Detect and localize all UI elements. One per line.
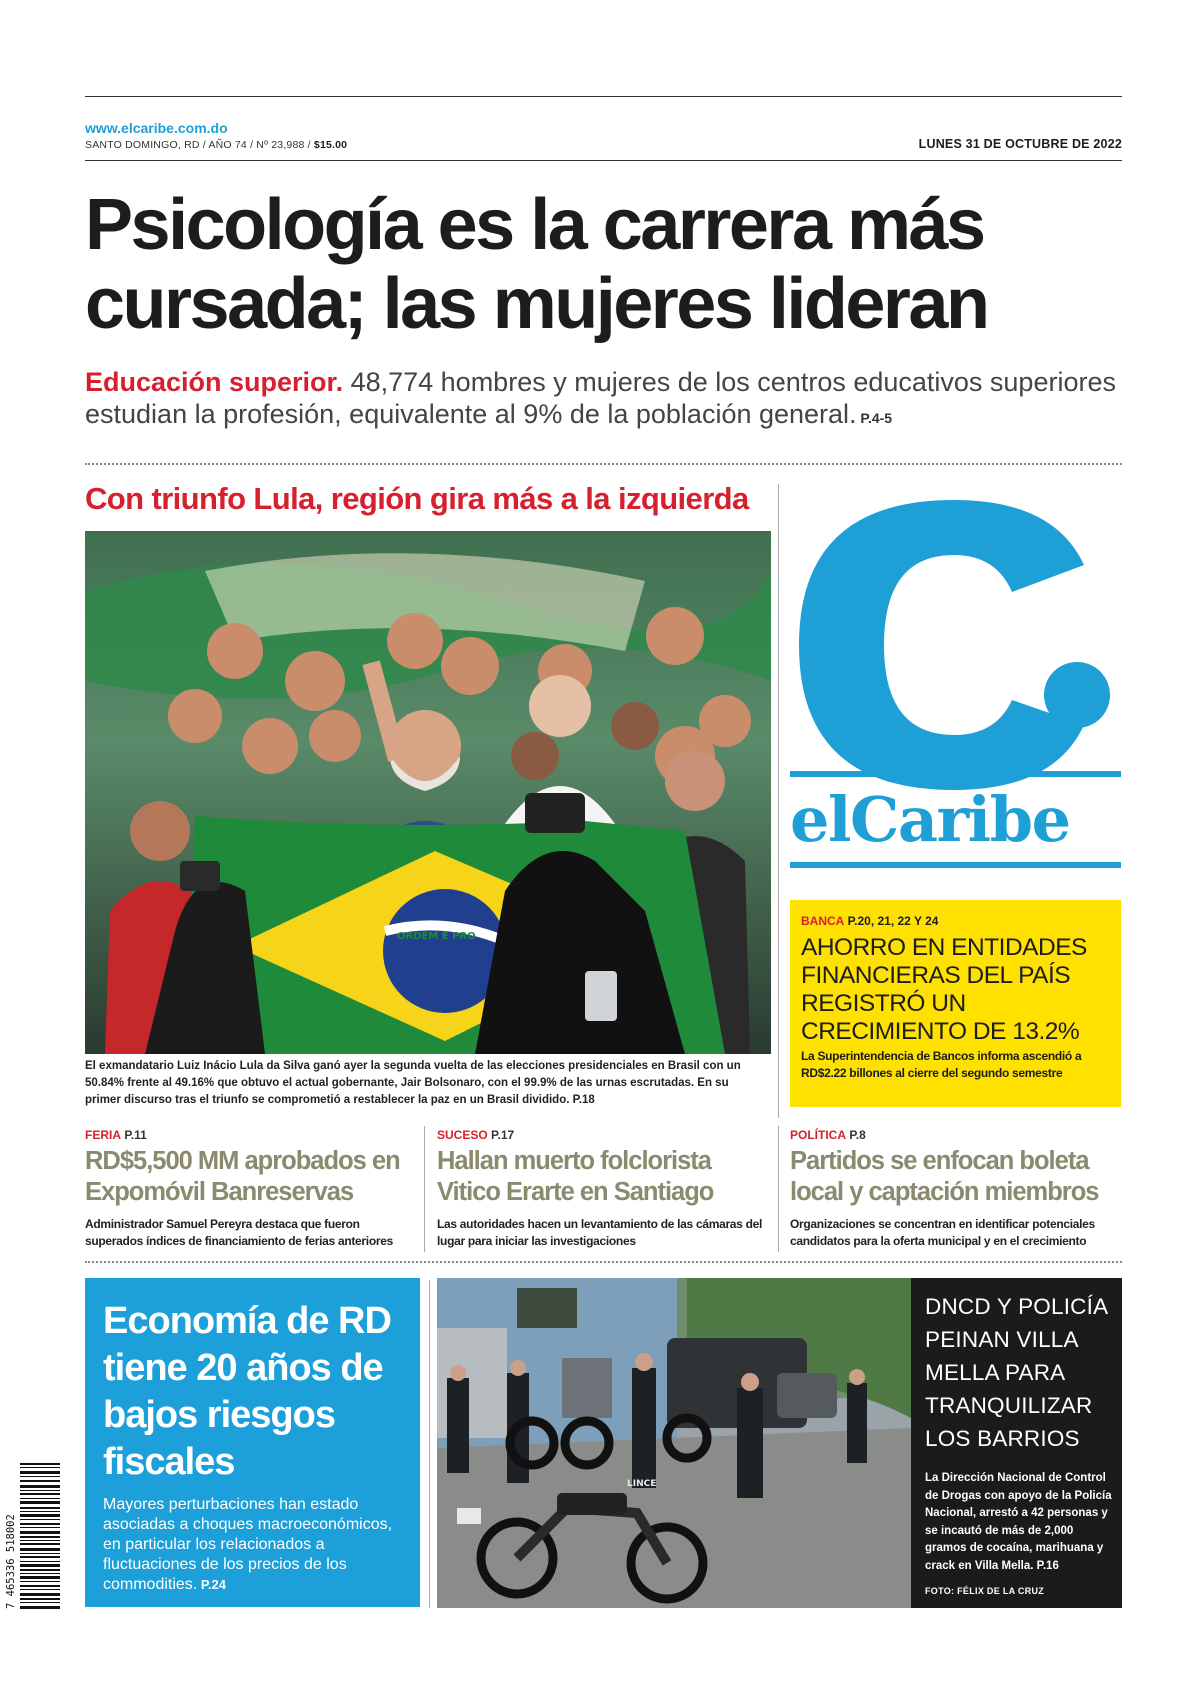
masthead-rule bbox=[85, 160, 1122, 161]
brief-suceso-page: P.17 bbox=[487, 1128, 515, 1142]
lead-page-ref[interactable]: P.4-5 bbox=[856, 410, 893, 426]
elcaribe-wordmark[interactable]: elCaribe bbox=[790, 783, 1070, 856]
column-divider-brief-2 bbox=[778, 1126, 779, 1252]
brief-politica-desc: Organizaciones se concentran en identificar potenciales candidatos para la oferta municipal y en el crecimiento bbox=[790, 1217, 1095, 1248]
brief-politica-page: P.8 bbox=[846, 1128, 866, 1142]
elcaribe-logo-c-mark[interactable] bbox=[784, 500, 1124, 790]
brief-feria-section: FERIA bbox=[85, 1128, 121, 1142]
barcode-graphic bbox=[2, 1461, 64, 1611]
price: $15.00 bbox=[313, 139, 348, 151]
lula-headline[interactable]: Con triunfo Lula, región gira más a la izquierda bbox=[85, 481, 749, 516]
dncd-title: DNCD Y POLICÍA PEINAN VILLA MELLA PARA TRANQUILIZAR LOS BARRIOS bbox=[925, 1294, 1108, 1451]
lead-deck bbox=[85, 366, 1125, 434]
dncd-photo-illustration bbox=[437, 1278, 911, 1608]
lead-deck-text: 48,774 hombres y mujeres de los centros educativos superiores estudian la profesión, equivalente al 9% de la población general. bbox=[85, 367, 1116, 429]
dncd-box[interactable] bbox=[911, 1278, 1122, 1608]
edition-info bbox=[85, 139, 347, 151]
column-divider-brief-1 bbox=[424, 1126, 425, 1252]
brief-suceso-title: Hallan muerto folclorista Vitico Erarte en Santiago bbox=[437, 1147, 714, 1206]
edition-text: SANTO DOMINGO, RD / AÑO 74 / Nº 23,988 / bbox=[85, 139, 314, 151]
top-rule bbox=[85, 96, 1122, 97]
brief-suceso-desc: Las autoridades hacen un levantamiento de las cámaras del lugar para iniciar las investigaciones bbox=[437, 1217, 763, 1248]
lula-caption: El exmandatario Luiz Inácio Lula da Silva ganó ayer la segunda vuelta de las elecciones presidenciales en Brasil con un 50.84% frente al 49.16% que obtuvo el actual gobernante, Jair Bolsonaro, con el 99.9% de las urnas escrutadas. En su primer discurso tras el triunfo se comprometió a restablecer la paz en un Brasil dividido. P.18 bbox=[85, 1060, 741, 1106]
column-divider-bottom bbox=[429, 1280, 430, 1608]
section-divider bbox=[85, 463, 1122, 465]
brief-suceso[interactable] bbox=[437, 1128, 767, 1250]
economia-desc-wrap bbox=[103, 1495, 413, 1595]
economia-title: Economía de RD tiene 20 años de bajos riesgos fiscales bbox=[103, 1300, 391, 1483]
lula-photo[interactable] bbox=[85, 531, 771, 1054]
barcode-digits: 7 465336 518002 bbox=[5, 1514, 17, 1609]
logo-band-top bbox=[790, 771, 1121, 777]
economia-desc: Mayores perturbaciones han estado asociadas a choques macroeconómicos, en particular los relacionados a fluctuaciones de los precios de los commodities. bbox=[103, 1496, 393, 1593]
lula-photo-illustration bbox=[85, 531, 771, 1054]
brief-feria[interactable] bbox=[85, 1128, 415, 1250]
bottom-section-divider bbox=[85, 1261, 1122, 1263]
logo-band-bottom bbox=[790, 862, 1121, 868]
lead-headline-line-1: Psicología es la carrera más bbox=[85, 185, 984, 265]
lead-headline-line-2: cursada; las mujeres lideran bbox=[85, 264, 988, 344]
brief-suceso-kicker bbox=[437, 1128, 767, 1142]
brief-feria-page: P.11 bbox=[121, 1128, 147, 1142]
dncd-desc: La Dirección Nacional de Control de Drogas con apoyo de la Policía Nacional, arrestó a 42 personas y se incautó de más de 2,000 gramos de cocaína, marihuana y crack en Villa Mella. P.16 bbox=[925, 1472, 1112, 1572]
banca-pages: P.20, 21, 22 Y 24 bbox=[844, 914, 939, 928]
brief-politica-kicker bbox=[790, 1128, 1120, 1142]
brief-politica-title: Partidos se enfocan boleta local y captación miembros bbox=[790, 1147, 1099, 1206]
banca-box[interactable] bbox=[790, 900, 1121, 1107]
site-url-link[interactable]: www.elcaribe.com.do bbox=[85, 120, 228, 136]
brief-feria-desc: Administrador Samuel Pereyra destaca que fueron superados índices de financiamiento de ferias anteriores bbox=[85, 1217, 393, 1248]
brief-politica-section: POLÍTICA bbox=[790, 1128, 846, 1142]
banca-section: BANCA bbox=[801, 914, 845, 928]
dncd-photo-credit: FOTO: FÉLIX DE LA CRUZ bbox=[925, 1586, 1045, 1596]
banca-kicker bbox=[801, 914, 938, 928]
brief-politica[interactable] bbox=[790, 1128, 1120, 1250]
economia-box[interactable] bbox=[85, 1278, 420, 1607]
flag-motto: ORDEM E PRO bbox=[397, 931, 476, 942]
banca-title: AHORRO EN ENTIDADES FINANCIERAS DEL PAÍS REGISTRÓ UN CRECIMIENTO DE 13.2% bbox=[801, 934, 1087, 1045]
lead-kicker: Educación superior. bbox=[85, 367, 344, 397]
brief-suceso-section: SUCESO bbox=[437, 1128, 488, 1142]
economia-page: P.24 bbox=[197, 1577, 226, 1592]
issue-date: LUNES 31 DE OCTUBRE DE 2022 bbox=[918, 137, 1122, 151]
bike-brand: LINCE bbox=[627, 1479, 657, 1489]
brief-feria-kicker bbox=[85, 1128, 415, 1142]
column-divider-right bbox=[778, 484, 779, 1118]
dncd-photo[interactable] bbox=[437, 1278, 911, 1608]
lead-headline[interactable] bbox=[85, 186, 1125, 344]
banca-desc: La Superintendencia de Bancos informa ascendió a RD$2.22 billones al cierre del segundo semestre bbox=[801, 1049, 1082, 1080]
brief-feria-title: RD$5,500 MM aprobados en Expomóvil Banreservas bbox=[85, 1147, 400, 1206]
barcode bbox=[2, 1461, 64, 1611]
